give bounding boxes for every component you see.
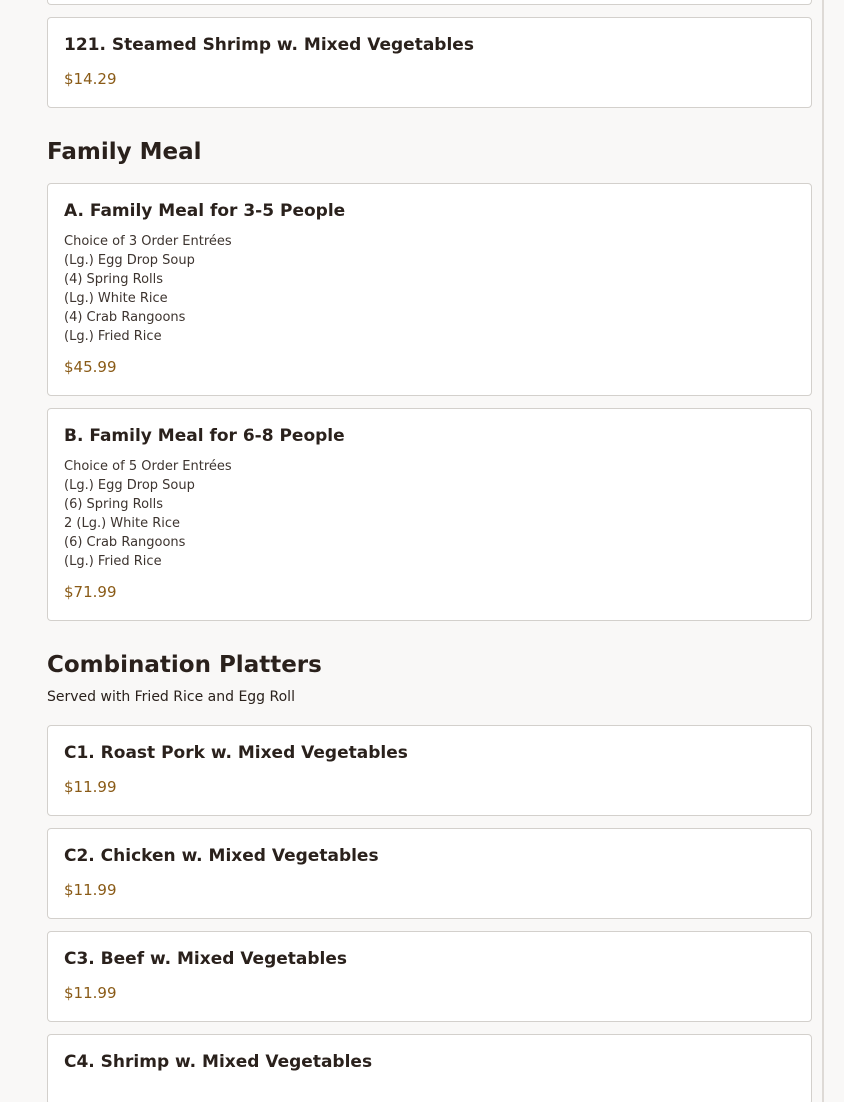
description-line: Choice of 3 Order Entrées <box>64 234 232 249</box>
menu-content <box>47 0 812 1102</box>
description-line: 2 (Lg.) White Rice <box>64 516 181 531</box>
menu-section-items <box>47 183 812 621</box>
menu-item-card[interactable] <box>47 17 812 108</box>
menu-item-price: $11.99 <box>64 778 117 796</box>
menu-item-card[interactable] <box>47 1034 812 1102</box>
description-line: (Lg.) Fried Rice <box>64 329 162 344</box>
menu-item-name: C2. Chicken w. Mixed Vegetables <box>64 846 379 866</box>
menu-item-name: C3. Beef w. Mixed Vegetables <box>64 949 348 969</box>
description-line: Choice of 5 Order Entrées <box>64 459 232 474</box>
menu-item-name: B. Family Meal for 6-8 People <box>64 426 345 446</box>
section-subtitle: Served with Fried Rice and Egg Roll <box>47 689 295 705</box>
menu-item-card[interactable] <box>47 828 812 919</box>
description-line: (4) Crab Rangoons <box>64 310 186 325</box>
description-line: (Lg.) Egg Drop Soup <box>64 478 195 493</box>
menu-section-family-meal <box>47 137 812 621</box>
menu-item-description <box>64 457 795 571</box>
menu-item-card[interactable] <box>47 725 812 816</box>
menu-item-price: $71.99 <box>64 583 117 601</box>
menu-item-name: 121. Steamed Shrimp w. Mixed Vegetables <box>64 35 474 55</box>
description-line: (Lg.) Fried Rice <box>64 554 162 569</box>
menu-item-price: $11.99 <box>64 881 117 899</box>
description-line: (6) Spring Rolls <box>64 497 164 512</box>
menu-item-card[interactable] <box>47 931 812 1022</box>
menu-section-combination-platters <box>47 650 812 1102</box>
section-title: Combination Platters <box>47 652 322 678</box>
menu-item-name: C4. Shrimp w. Mixed Vegetables <box>64 1052 373 1072</box>
menu-section-items <box>47 725 812 1102</box>
menu-item-price: $45.99 <box>64 358 117 376</box>
menu-item-card[interactable] <box>47 183 812 396</box>
menu-item-price: $14.29 <box>64 70 117 88</box>
menu-item-price: $11.99 <box>64 984 117 1002</box>
description-line: (6) Crab Rangoons <box>64 535 186 550</box>
scrollbar-track[interactable] <box>822 0 824 1102</box>
menu-item-description <box>64 232 795 346</box>
section-title: Family Meal <box>47 139 202 165</box>
description-line: (4) Spring Rolls <box>64 272 164 287</box>
menu-item-card[interactable] <box>47 408 812 621</box>
menu-item-card[interactable] <box>47 0 812 5</box>
description-line: (Lg.) Egg Drop Soup <box>64 253 195 268</box>
menu-section-items <box>47 17 812 108</box>
description-line: (Lg.) White Rice <box>64 291 168 306</box>
menu-item-name: A. Family Meal for 3-5 People <box>64 201 346 221</box>
menu-item-name: C1. Roast Pork w. Mixed Vegetables <box>64 743 408 763</box>
